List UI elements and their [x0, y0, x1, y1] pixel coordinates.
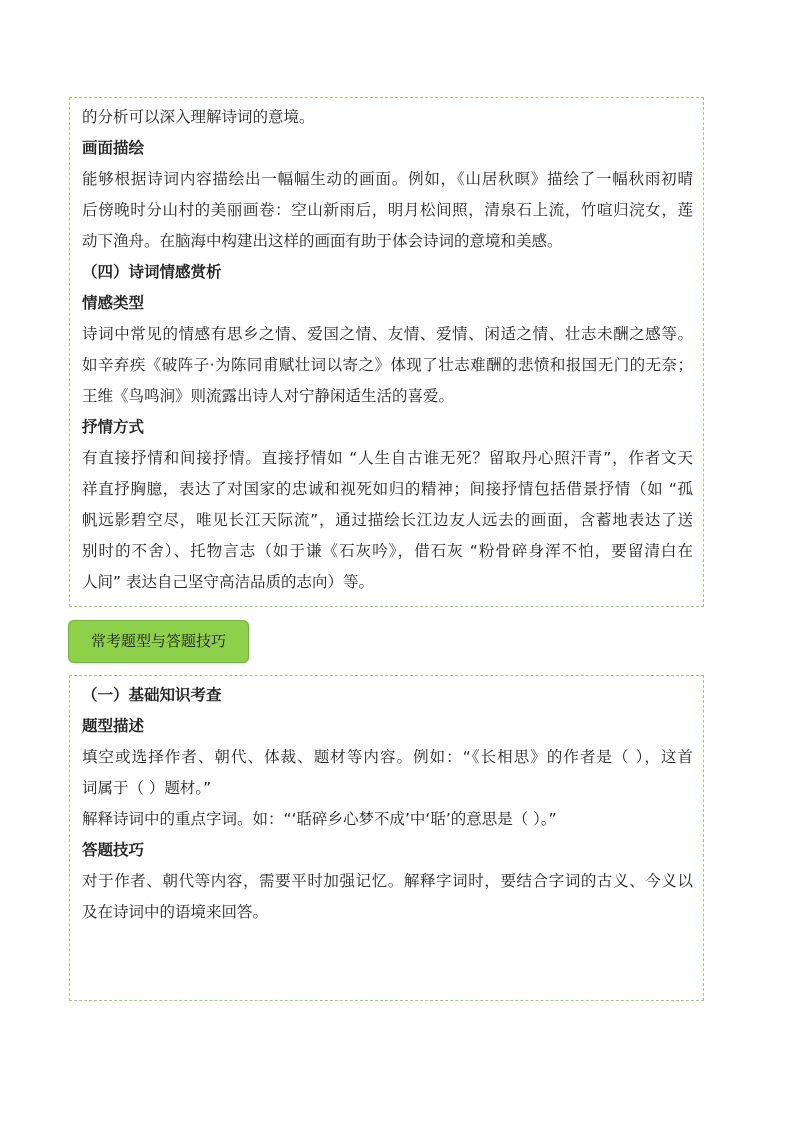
paragraph-line: 祥直抒胸臆，表达了对国家的忠诚和视死如归的精神；间接抒情包括借景抒情（如 “孤 — [82, 480, 693, 498]
paragraph-line: 诗词中常见的情感有思乡之情、爱国之情、友情、爱情、闲适之情、壮志未酬之感等。 — [82, 325, 693, 343]
section-heading-emotion-analysis: （四）诗词情感赏析 — [82, 263, 222, 281]
section-heading-basic-knowledge: （一）基础知识考查 — [82, 686, 222, 704]
subheading-picture-description: 画面描绘 — [82, 139, 145, 157]
subheading-emotion-types: 情感类型 — [82, 294, 145, 312]
paragraph-line: 有直接抒情和间接抒情。直接抒情如 “人生自古谁无死？留取丹心照汗青”，作者文天 — [82, 449, 693, 467]
paragraph-line: 后傍晚时分山村的美丽画卷：空山新雨后，明月松间照，清泉石上流，竹喧归浣女，莲 — [82, 201, 693, 219]
subheading-question-description: 题型描述 — [82, 717, 145, 735]
paragraph-line: 人间” 表达自己坚守高洁品质的志向）等。 — [82, 573, 374, 591]
paragraph-line: 对于作者、朝代等内容，需要平时加强记忆。解释字词时，要结合字词的古义、今义以 — [82, 872, 693, 890]
paragraph-line: 动下渔舟。在脑海中构建出这样的画面有助于体会诗词的意境和美感。 — [82, 232, 563, 250]
paragraph-line: 解释诗词中的重点字词。如：“‘聒碎乡心梦不成’中‘聒’的意思是（ ）。” — [82, 810, 557, 828]
paragraph-line: 如辛弃疾《破阵子·为陈同甫赋壮词以寄之》体现了壮志难酬的悲愤和报国无门的无奈； — [82, 356, 693, 374]
paragraph-line: 及在诗词中的语境来回答。 — [82, 903, 269, 921]
content-box-poetry-analysis — [69, 97, 704, 607]
subheading-lyric-methods: 抒情方式 — [82, 418, 145, 436]
paragraph-line: 能够根据诗词内容描绘出一幅幅生动的画面。例如，《山居秋暝》描绘了一幅秋雨初晴 — [82, 170, 693, 188]
subheading-answer-tips: 答题技巧 — [82, 841, 145, 859]
section-tab-question-types: 常考题型与答题技巧 — [68, 620, 249, 663]
content-box-question-types — [69, 675, 704, 1001]
paragraph-line: 帆远影碧空尽，唯见长江天际流”，通过描绘长江边友人远去的画面，含蓄地表达了送 — [82, 511, 693, 529]
paragraph-line: 的分析可以深入理解诗词的意境。 — [82, 108, 315, 126]
paragraph-line: 词属于（ ）题材。” — [82, 779, 212, 797]
paragraph-line: 填空或选择作者、朝代、体裁、题材等内容。例如：“《长相思》的作者是（ ），这首 — [82, 748, 693, 766]
paragraph-line: 别时的不舍）、托物言志（如于谦《石灰吟》，借石灰 “粉骨碎身浑不怕，要留清白在 — [82, 542, 693, 560]
paragraph-line: 王维《鸟鸣涧》则流露出诗人对宁静闲适生活的喜爱。 — [82, 387, 455, 405]
